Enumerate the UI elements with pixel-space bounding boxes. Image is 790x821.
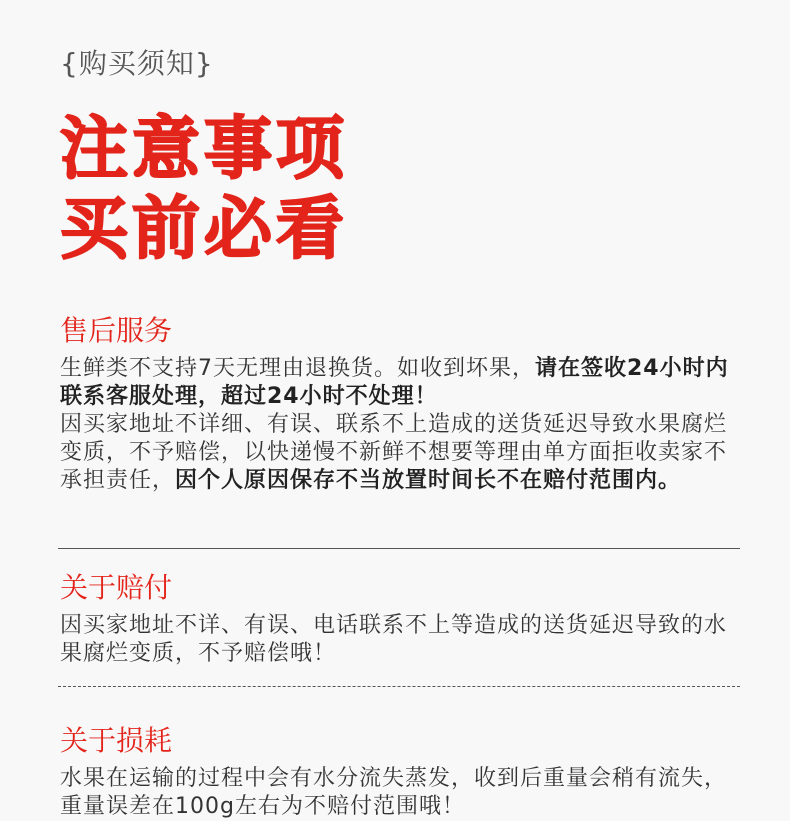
purchase-notice-tag: {购买须知} (60, 47, 214, 80)
divider-dashed (58, 686, 740, 687)
section-title-after-sales: 售后服务 (60, 314, 173, 347)
body-text-emphasis: 请在签收24小时内联系客服处理，超过24小时不处理！ (60, 356, 729, 409)
section-title-weight-loss: 关于损耗 (60, 724, 173, 757)
section-title-compensation: 关于赔付 (60, 571, 173, 604)
section-weight-loss (60, 723, 740, 821)
body-text: 因买家地址不详、有误、电话联系不上等造成的送货延迟导致的水果腐烂变质，不予赔偿哦！ (60, 613, 728, 666)
section-body-compensation (60, 612, 740, 668)
section-body-weight-loss (60, 765, 740, 821)
body-text-emphasis: 因个人原因保存不当放置时间长不在赔付范围内。 (175, 468, 682, 493)
hero-title-line-2: 买前必看 (60, 190, 349, 269)
section-compensation (60, 570, 740, 668)
body-text: 因买家地址不详细、有误、联系不上造成的送货延迟导致水果腐烂变质，不予赔偿，以快递慢不新鲜不想要等理由单方面拒收卖家不承担责任， (60, 412, 728, 493)
body-text: 生鲜类不支持7天无理由退换货。如收到坏果， (60, 356, 535, 381)
divider-solid (58, 548, 740, 549)
section-after-sales (60, 313, 740, 495)
body-text: 水果在运输的过程中会有水分流失蒸发，收到后重量会稍有流失，重量误差在100g左右为不赔付范围哦！ (60, 766, 728, 819)
hero-title-line-1: 注意事项 (60, 110, 349, 189)
section-body-after-sales (60, 355, 740, 495)
hero-title (60, 110, 348, 270)
